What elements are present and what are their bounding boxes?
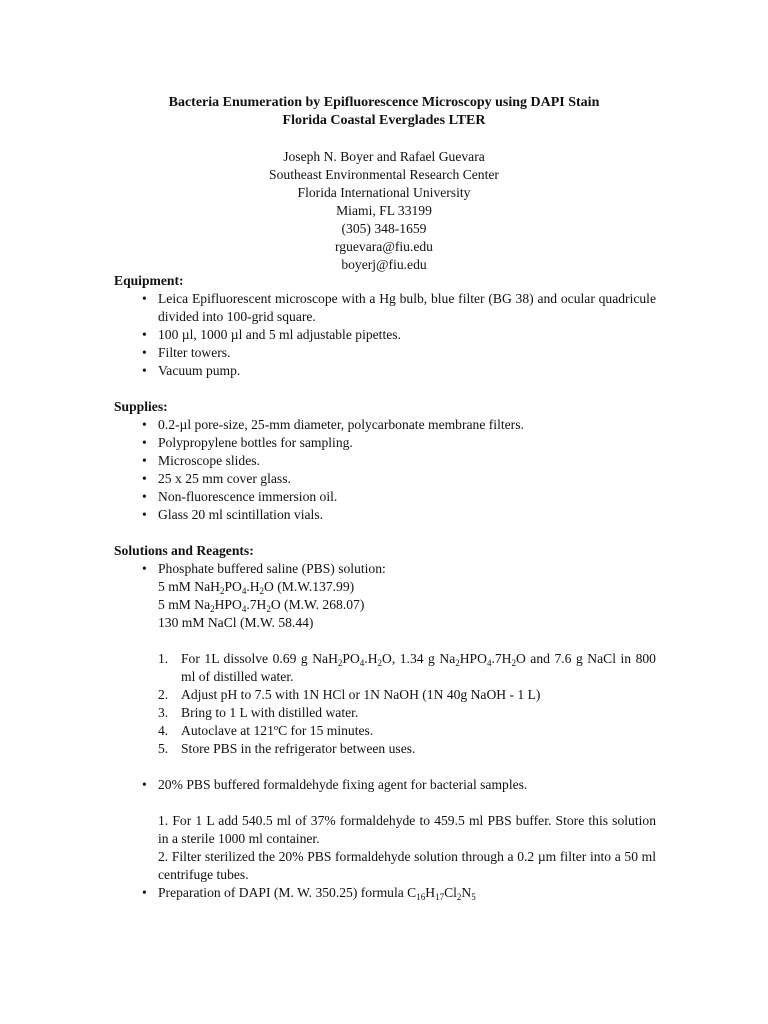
list-item: • Leica Epifluorescent microscope with a Hg bulb, blue filter (BG 38) and ocular quadricule divided into 100-grid square.	[142, 291, 656, 324]
list-item: 4. Autoclave at 121ºC for 15 minutes.	[158, 723, 374, 738]
list-item: • Non-fluorescence immersion oil.	[142, 489, 338, 504]
bullet-icon: •	[142, 327, 147, 342]
city: Miami, FL 33199	[336, 203, 432, 218]
list-item-formaldehyde: • 20% PBS buffered formaldehyde fixing agent for bacterial samples.	[142, 777, 528, 792]
list-item-dapi: • Preparation of DAPI (M. W. 350.25) formula $C_{16}H_{17}Cl_2N_5$	[142, 885, 476, 902]
document-title: Bacteria Enumeration by Epifluorescence Microscopy using DAPI Stain	[168, 95, 600, 110]
list-item-pbs: • Phosphate buffered saline (PBS) solution:	[142, 561, 386, 576]
document-header	[0, 94, 768, 274]
pbs-component-3: 130 mM NaCl (M.W. 58.44)	[158, 615, 314, 630]
bullet-icon: •	[142, 489, 147, 504]
list-item: 3. Bring to 1 L with distilled water.	[158, 705, 359, 720]
email-boyer: boyerj@fiu.edu	[341, 257, 427, 272]
pbs-component-2: 5 mM $Na_2HPO_4.7H_2O$ (M.W. 268.07)	[158, 597, 365, 614]
list-item: • 0.2-µl pore-size, 25-mm diameter, polycarbonate membrane filters.	[142, 417, 524, 432]
bullet-icon: •	[142, 561, 147, 576]
formaldehyde-step-2: 2. Filter sterilized the 20% PBS formaldehyde solution through a 0.2 µm filter into a 50 ml centrifuge tubes.	[158, 849, 656, 882]
list-item: • Polypropylene bottles for sampling.	[142, 435, 353, 450]
list-item: • Glass 20 ml scintillation vials.	[142, 507, 324, 522]
university: Florida International University	[297, 185, 471, 200]
solutions-heading: Solutions and Reagents:	[114, 543, 254, 558]
list-item: • 25 x 25 mm cover glass.	[142, 471, 291, 486]
bullet-icon: •	[142, 453, 147, 468]
bullet-icon: •	[142, 435, 147, 450]
document-subtitle: Florida Coastal Everglades LTER	[282, 113, 486, 128]
bullet-icon: •	[142, 345, 147, 360]
bullet-icon: •	[142, 777, 147, 792]
list-item: • Filter towers.	[142, 345, 231, 360]
list-item: 5. Store PBS in the refrigerator between uses.	[158, 741, 416, 756]
formaldehyde-step-1: 1. For 1 L add 540.5 ml of 37% formaldehyde to 459.5 ml PBS buffer. Store this solution in a sterile 1000 ml container.	[158, 813, 656, 846]
supplies-list	[114, 416, 656, 524]
pbs-component-1: 5 mM $NaH_2PO_4.H_2O$ (M.W.137.99)	[158, 579, 355, 596]
bullet-icon: •	[142, 471, 147, 486]
bullet-icon: •	[142, 885, 147, 900]
equipment-heading: Equipment:	[114, 273, 184, 288]
phone: (305) 348-1659	[341, 221, 427, 236]
supplies-heading: Supplies:	[114, 399, 168, 414]
research-center: Southeast Environmental Research Center	[269, 167, 499, 182]
list-item: • Vacuum pump.	[142, 363, 241, 378]
bullet-icon: •	[142, 291, 147, 306]
solutions-list	[114, 560, 656, 578]
author-block	[0, 148, 768, 274]
bullet-icon: •	[142, 507, 147, 522]
bullet-icon: •	[142, 417, 147, 432]
pbs-steps	[114, 650, 656, 758]
email-guevara: rguevara@fiu.edu	[335, 239, 433, 254]
list-item: 2. Adjust pH to 7.5 with 1N HCl or 1N NaOH (1N 40g NaOH - 1 L)	[158, 687, 541, 702]
document-body	[114, 272, 656, 902]
list-item: 1. For 1L dissolve 0.69 g $NaH_2PO_4.H_2O$, 1.34 g $Na_2HPO_4.7H_2O$ and 7.6 g NaCl in 800 ml of distilled water.	[158, 651, 656, 684]
list-item: • Microscope slides.	[142, 453, 260, 468]
bullet-icon: •	[142, 363, 147, 378]
equipment-list	[114, 290, 656, 380]
authors: Joseph N. Boyer and Rafael Guevara	[283, 149, 485, 164]
formaldehyde-list	[114, 776, 656, 794]
dapi-list	[114, 884, 656, 902]
list-item: • 100 µl, 1000 µl and 5 ml adjustable pipettes.	[142, 327, 401, 342]
